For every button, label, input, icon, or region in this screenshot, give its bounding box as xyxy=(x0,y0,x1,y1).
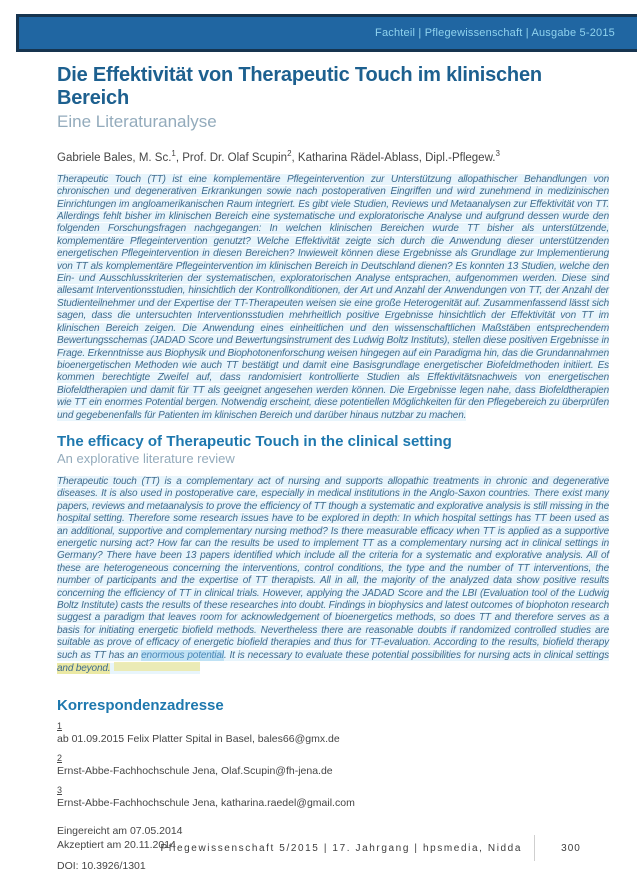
footnote-marker: 2 xyxy=(57,753,63,764)
issue-header-label: Fachteil | Pflegewissenschaft | Ausgabe 5-2015 xyxy=(375,27,615,39)
abstract-segment: . It is necessary to evaluate these potential possibilities for nursing acts in clinical settings xyxy=(223,649,609,661)
footnote-marker: 3 xyxy=(57,785,63,796)
correspondence-entries xyxy=(57,721,609,810)
section-subtitle-english: An explorative literature review xyxy=(57,450,235,466)
article-subtitle: Eine Literaturanalyse xyxy=(57,112,217,131)
accepted-date: Akzeptiert am 20.11.2014 xyxy=(57,838,176,851)
author-footnote-ref: 1 xyxy=(171,149,176,158)
abstract-german-text: Therapeutic Touch (TT) ist eine komplementäre Pflegeintervention zur Unterstützung allopathischer Behandlungen von chronischen und degenerativen Erkrankungen sowie nach postoperativen Eingriffen und wird zunehmend in medizinischen Einrichtungen im angloamerikanischen Raum integriert. Es gibt viele Studien, Reviews und Metaanalysen zur Effektivität von TT. Allerdings fehlt bisher im klinischen Bereich eine systematische und exploratorische Analyse und aufgrund dessen wurde den folgenden Forschungsfragen nachgegangen: In welchen klinischen Bereichen wurde TT bisher als unterstützende, komplementäre Pflegeintervention genutzt? Welche Effektivität zeigte sich durch die Anwendung dieser unterstützenden energetischen Pflegeintervention in diesen Bereichen? Inwieweit können diese Ergebnisse als Grundlage zur Implementierung von TT als komplementäre Pflegeintervention im klinischen Bereich in Deutschland dienen? Es konnten 13 Studien, welche den Ein- und Ausschlusskriterien der systematischen, exploratorischen Analyse entsprachen, aufgenommen werden. Diese sind allesamt Interventionsstudien, hinsichtlich der Kontrollkonditionen, der Art und Anzahl der Anwendungen von TT, der Anzahl der Studienteilnehmer und der Expertise der TT-Therapeuten weisen sie eine große Heterogenität auf. Zusammenfassend lässt sich sagen, dass die untersuchten Interventionsstudien mehrheitlich positive Ergebnisse hinsichtlich der Effektivität von TT im klinischen Bereich zeigen. Die Anwendung eines einheitlichen und den wissenschaftlichen Maßstäben entsprechendem Bewertungsschemas (JADAD Score und Bewertungsinstrument des Ludwig Boltz Instituts), stellen diese positiven Ergebnisse in Frage. Erkenntnisse aus Biophysik und Biophotonenforschung weisen hingegen auf ein Paradigma hin, das die Grundannahmen bioenergetischen Methoden wie auch TT bestätigt und damit eine Basisgrundlage energetischer Biofeldmethoden initiiert. Es kommen berechtigte Zweifel auf, dass randomisiert kontrollierte Studien als Effektivitätsnachweis von energetischen Biofeldtherapien und damit für TT als geeignet angesehen werden können. Die Ergebnisse legen nahe, dass Biofeldtherapien wie TT ein enormes Potential bergen. Notwendig erscheint, diese potentiellen Möglichkeiten für den Pflegebereich zu überprüfen und gegebenenfalls für Patienten im klinischen Bereich und darüber hinaus nutzbar zu machen. xyxy=(57,173,609,421)
correspondence-entry: ab 01.09.2015 Felix Platter Spital in Basel, bales66@gmx.de xyxy=(57,733,340,746)
abstract-english xyxy=(57,476,609,676)
article-title: Die Effektivität von Therapeutic Touch im klinischen Bereich xyxy=(57,64,542,109)
correspondence-entry: Ernst-Abbe-Fachhochschule Jena, Olaf.Scupin@fh-jena.de xyxy=(57,765,333,778)
section-title-english: The efficacy of Therapeutic Touch in the clinical setting xyxy=(57,432,452,450)
issue-header-bar xyxy=(16,14,637,52)
highlighted-segment: and beyond. xyxy=(57,663,111,675)
abstract-german xyxy=(57,174,609,422)
highlighted-segment: enormous potential xyxy=(141,649,224,661)
author-footnote-ref: 2 xyxy=(287,149,292,158)
page-footer xyxy=(0,833,637,863)
doi: DOI: 10.3926/1301 xyxy=(57,860,146,873)
submitted-date: Eingereicht am 07.05.2014 xyxy=(57,825,183,838)
correspondence-heading: Korrespondenzadresse xyxy=(57,697,224,715)
footnote-marker: 1 xyxy=(57,721,63,732)
authors-line: Gabriele Bales, M. Sc.$^1$, Prof. Dr. Olaf Scupin$^2$, Katharina Rädel-Ablass, Dipl.-Pflegew.$^3$ xyxy=(57,149,500,164)
author-footnote-ref: 3 xyxy=(495,149,500,158)
page-number: 300 xyxy=(561,842,581,854)
correspondence-entry: Ernst-Abbe-Fachhochschule Jena, katharina.raedel@gmail.com xyxy=(57,797,355,810)
highlight-mark xyxy=(114,662,200,671)
abstract-segment: Therapeutic touch (TT) is a complementary act of nursing and supports allopathic treatments in chronic and degenerative diseases. It is also used in postoperative care, especially in medical institutions in the Anglo-Saxon countries. There exist many papers, reviews and metaanalysis to prove the efficiency of TT though a systematic and explorative analysis is still missing in the hospital setting. Therefore some research issues have to be explored in depth: In which hospital settings has TT been used as an additional, supportive and complementary nursing method? Is there measurable efficacy when TT is applied as a supportive energetic nursing act? How far can the results be used to implement TT as a complementary nursing act in clinical settings in Germany? There have been 13 papers identified which include all the criteria for a systematic and explorative analysis. All of these are heterogeneous concerning the interventions, control conditions, the type and the number of TT interventions, the number of participants and the expertise of TT therapists. All in all, the majority of the analyzed data show positive results concerning the efficiency of TT in clinical trials. However, applying the JADAD Score and the LBI (Evaluation tool of the Ludwig Boltz Institute) casts the results of these researches into doubt. Findings in biophysics and latest outcomes of biophoton research suggest a paradigm that leaves room for acknowledgement of bioenergetics methods, so does TT and therefore serves as a basis for initiating energetic biofield methods. Nevertheless there are reasonable doubts if randomized controlled studies are suitable as prove of efficacy of energetic biofield therapies and thus for TT-evaluation. According to the results, biofield therapy such as TT has an xyxy=(57,475,609,661)
abstract-english-text xyxy=(57,476,609,674)
journal-footer-line: Pflegewissenschaft 5/2015 | 17. Jahrgang | hpsmedia, Nidda xyxy=(160,842,522,854)
